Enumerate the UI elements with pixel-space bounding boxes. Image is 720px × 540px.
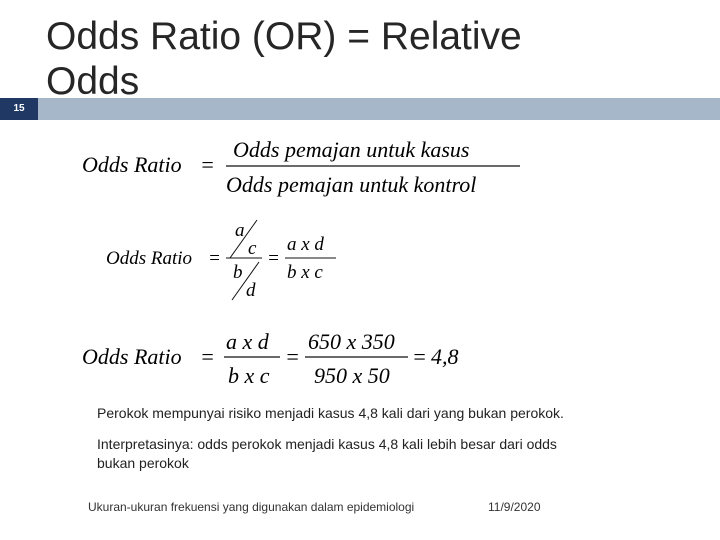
formula-1-lhs: Odds Ratio (82, 152, 182, 177)
title-line-1: Odds Ratio (OR) = Relative (46, 15, 522, 58)
title-line-2: Odds (46, 60, 140, 103)
formula-2-denominator: b x c (287, 262, 323, 283)
formula-3-equals-1: = (200, 344, 215, 369)
formula-2-d: d (246, 280, 256, 301)
interpretation-line-1: Interpretasinya: odds perokok menjadi kasus 4,8 kali lebih besar dari odds (97, 436, 557, 452)
formula-1-numerator: Odds pemajan untuk kasus (233, 137, 470, 162)
formula-3-num1: a x d (226, 329, 269, 354)
interpretation-text (97, 435, 557, 473)
formula-1-denominator: Odds pemajan untuk kontrol (226, 172, 477, 197)
formula-2-equals-2: = (267, 248, 280, 269)
conclusion-text: Perokok mempunyai risiko menjadi kasus 4,8 kali dari yang bukan perokok. (97, 405, 564, 421)
formula-2-c: c (248, 238, 257, 259)
formula-2 (0, 212, 720, 307)
footer-caption: Ukuran-ukuran frekuensi yang digunakan dalam epidemiologi (88, 500, 415, 514)
formula-3-result: 4,8 (431, 344, 459, 369)
formula-3-equals-2: = (285, 344, 300, 369)
formula-1 (0, 130, 720, 205)
interpretation-line-2: bukan perokok (97, 455, 189, 471)
formula-2-a: a (235, 220, 245, 241)
formula-3-num2: 650 x 350 (308, 329, 395, 354)
slide-number: 15 (13, 103, 25, 114)
formula-2-equals: = (208, 248, 221, 269)
formula-3-den2: 950 x 50 (314, 363, 390, 388)
slide-title (46, 14, 522, 104)
formula-1-equals: = (200, 152, 215, 177)
formula-2-numerator: a x d (287, 234, 324, 255)
footer-date: 11/9/2020 (488, 500, 541, 514)
formula-2-b: b (233, 262, 243, 283)
formula-3 (0, 322, 720, 392)
formula-2-lhs: Odds Ratio (106, 248, 193, 269)
formula-3-den1: b x c (228, 363, 270, 388)
formula-3-lhs: Odds Ratio (82, 344, 182, 369)
formula-3-equals-3: = (412, 344, 427, 369)
